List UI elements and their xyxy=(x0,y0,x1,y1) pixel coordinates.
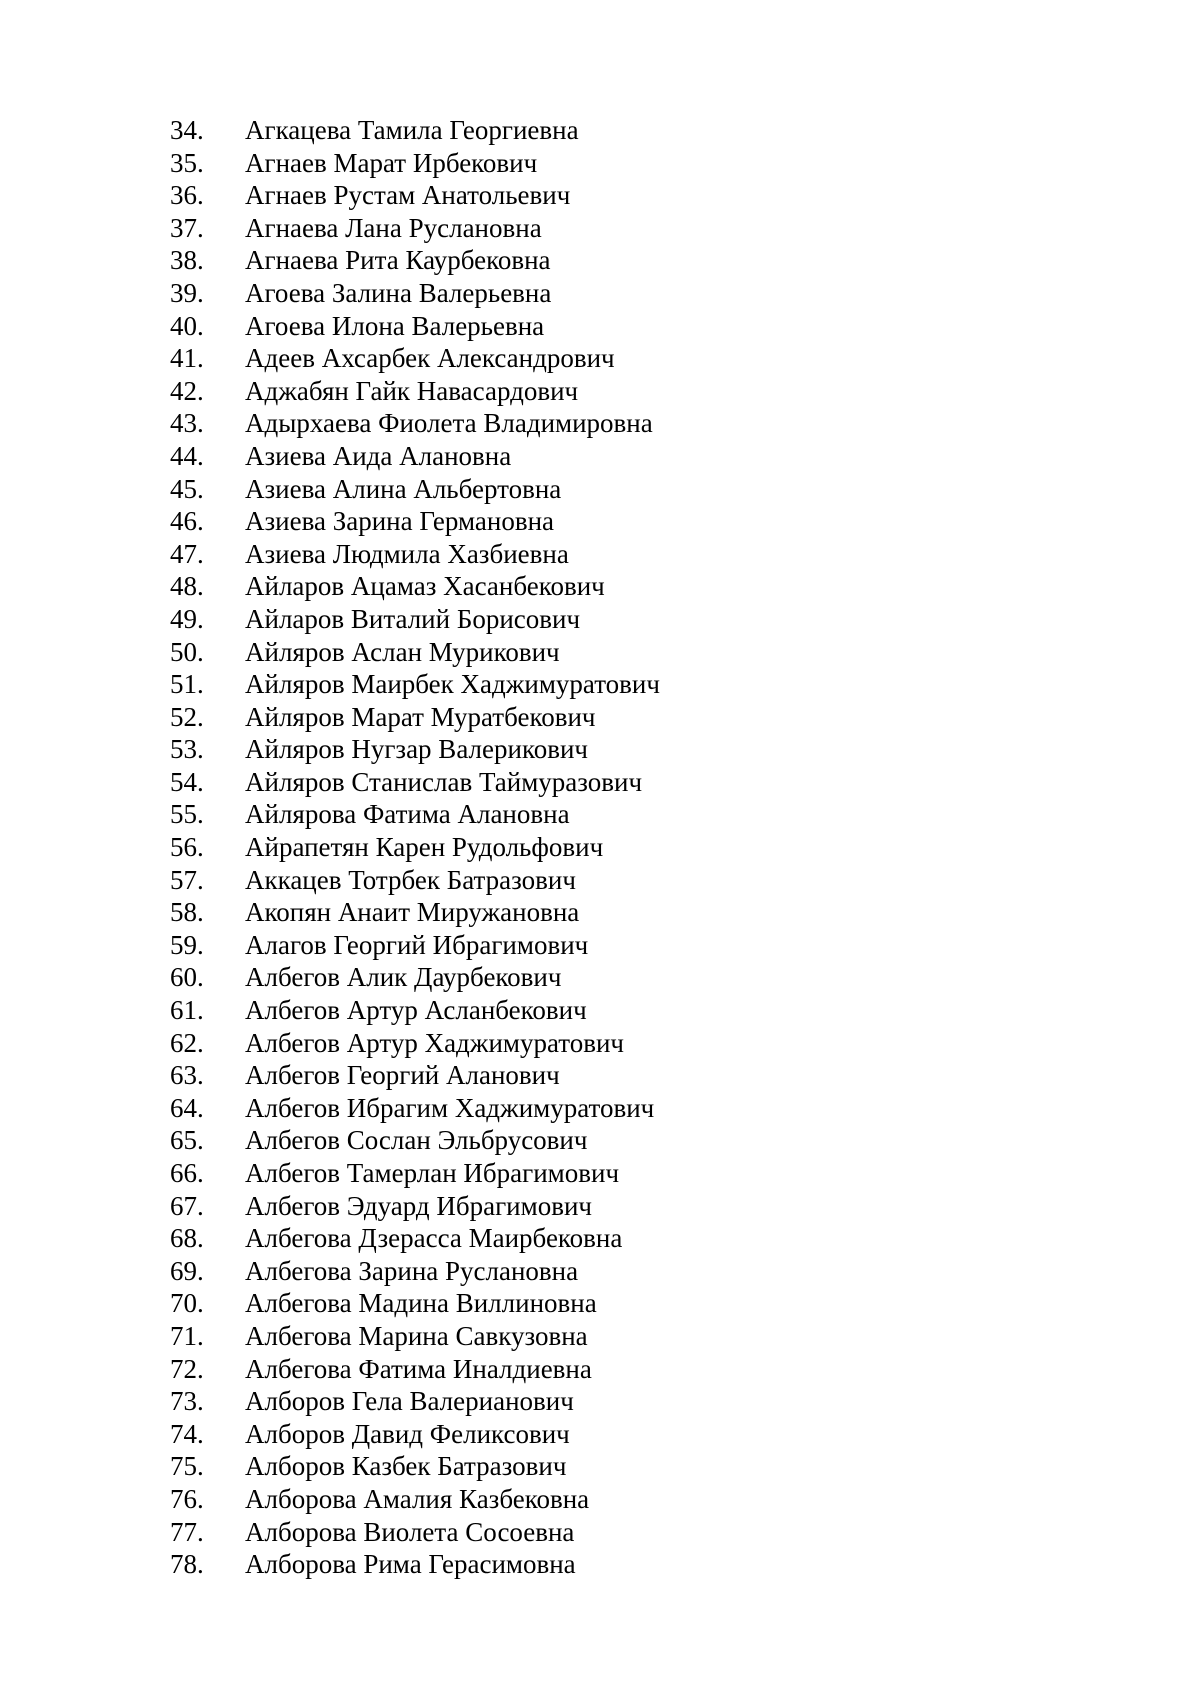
list-item xyxy=(170,505,660,538)
item-name: Адырхаева Фиолета Владимировна xyxy=(245,408,653,439)
list-item xyxy=(170,994,660,1027)
item-number: 47. xyxy=(170,538,204,569)
item-number: 67. xyxy=(170,1190,204,1221)
item-name: Айляров Марат Муратбекович xyxy=(245,701,596,732)
list-item xyxy=(170,668,660,701)
list-item xyxy=(170,1516,660,1549)
list-item xyxy=(170,701,660,734)
list-item xyxy=(170,1418,660,1451)
item-number: 38. xyxy=(170,245,204,276)
item-name: Агкацева Тамила Георгиевна xyxy=(245,115,579,145)
item-name: Алборова Амалия Казбековна xyxy=(245,1483,590,1514)
item-number: 37. xyxy=(170,212,204,243)
item-number: 59. xyxy=(170,929,204,960)
item-name: Айларов Виталий Борисович xyxy=(245,603,581,634)
item-name: Агнаев Марат Ирбекович xyxy=(245,147,538,178)
item-name: Албегова Дзерасса Маирбековна xyxy=(245,1223,623,1254)
item-number: 75. xyxy=(170,1451,204,1482)
list-item xyxy=(170,1450,660,1483)
list-item xyxy=(170,375,660,408)
item-number: 77. xyxy=(170,1516,204,1547)
item-number: 54. xyxy=(170,766,204,797)
item-name: Албегов Артур Асланбекович xyxy=(245,995,587,1026)
list-item xyxy=(170,1027,660,1060)
item-name: Албегов Алик Даурбекович xyxy=(245,962,562,993)
item-name: Азиева Аида Алановна xyxy=(245,440,512,471)
item-number: 34. xyxy=(170,115,204,145)
item-name: Аккацев Тотрбек Батразович xyxy=(245,864,576,895)
item-number: 48. xyxy=(170,571,204,602)
item-number: 62. xyxy=(170,1027,204,1058)
item-name: Алборов Казбек Батразович xyxy=(245,1451,567,1482)
list-item xyxy=(170,114,660,147)
item-name: Агнаева Лана Руслановна xyxy=(245,212,542,243)
list-item xyxy=(170,473,660,506)
item-number: 73. xyxy=(170,1386,204,1417)
item-number: 51. xyxy=(170,669,204,700)
list-item xyxy=(170,1255,660,1288)
item-name: Агнаев Рустам Анатольевич xyxy=(245,180,571,211)
list-item xyxy=(170,244,660,277)
list-item xyxy=(170,1353,660,1386)
list-item xyxy=(170,831,660,864)
item-name: Айляров Нугзар Валерикович xyxy=(245,734,588,765)
item-name: Агоева Залина Валерьевна xyxy=(245,277,552,308)
item-name: Аджабян Гайк Навасардович xyxy=(245,375,579,406)
item-number: 68. xyxy=(170,1223,204,1254)
list-item xyxy=(170,929,660,962)
item-number: 69. xyxy=(170,1255,204,1286)
item-name: Албегова Зарина Руслановна xyxy=(245,1255,579,1286)
item-number: 40. xyxy=(170,310,204,341)
item-number: 66. xyxy=(170,1158,204,1188)
list-item xyxy=(170,212,660,245)
item-number: 39. xyxy=(170,277,204,308)
list-item xyxy=(170,1222,660,1255)
item-name: Айлярова Фатима Алановна xyxy=(245,799,570,830)
list-item xyxy=(170,310,660,343)
item-name: Агнаева Рита Каурбековна xyxy=(245,245,551,276)
item-number: 36. xyxy=(170,180,204,211)
list-item xyxy=(170,570,660,603)
item-number: 71. xyxy=(170,1320,204,1351)
item-number: 49. xyxy=(170,603,204,634)
list-item xyxy=(170,798,660,831)
list-item xyxy=(170,1124,660,1157)
list-item xyxy=(170,1190,660,1223)
item-name: Албегов Сослан Эльбрусович xyxy=(245,1125,588,1156)
item-name: Айляров Станислав Таймуразович xyxy=(245,766,643,797)
list-item xyxy=(170,147,660,180)
item-name: Азиева Алина Альбертовна xyxy=(245,473,562,504)
item-name: Албегова Марина Савкузовна xyxy=(245,1320,588,1351)
list-item xyxy=(170,603,660,636)
item-name: Албегов Эдуард Ибрагимович xyxy=(245,1190,592,1221)
item-number: 63. xyxy=(170,1060,204,1091)
item-name: Агоева Илона Валерьевна xyxy=(245,310,545,341)
item-name: Алагов Георгий Ибрагимович xyxy=(245,929,589,960)
item-name: Айляров Маирбек Хаджимуратович xyxy=(245,669,660,700)
item-name: Адеев Ахсарбек Александрович xyxy=(245,343,615,374)
list-item xyxy=(170,1092,660,1125)
name-list xyxy=(170,114,660,1581)
item-name: Айларов Ацамаз Хасанбекович xyxy=(245,571,605,602)
item-number: 43. xyxy=(170,408,204,439)
list-item xyxy=(170,538,660,571)
list-item xyxy=(170,277,660,310)
list-item xyxy=(170,1157,660,1190)
item-number: 42. xyxy=(170,375,204,406)
list-item xyxy=(170,407,660,440)
item-number: 76. xyxy=(170,1483,204,1514)
item-name: Алборов Давид Феликсович xyxy=(245,1418,570,1449)
item-number: 74. xyxy=(170,1418,204,1449)
item-name: Айляров Аслан Мурикович xyxy=(245,636,560,667)
item-number: 57. xyxy=(170,864,204,895)
item-number: 60. xyxy=(170,962,204,993)
item-name: Албегова Мадина Виллиновна xyxy=(245,1288,597,1319)
item-name: Алборова Виолета Сосоевна xyxy=(245,1516,575,1547)
item-name: Алборов Гела Валерианович xyxy=(245,1386,574,1417)
item-number: 45. xyxy=(170,473,204,504)
item-number: 46. xyxy=(170,506,204,537)
item-number: 70. xyxy=(170,1288,204,1319)
item-number: 64. xyxy=(170,1092,204,1123)
list-item xyxy=(170,1548,660,1581)
list-item xyxy=(170,342,660,375)
item-name: Азиева Людмила Хазбиевна xyxy=(245,538,569,569)
item-number: 61. xyxy=(170,995,204,1026)
item-name: Айрапетян Карен Рудольфович xyxy=(245,832,604,863)
item-number: 78. xyxy=(170,1549,204,1580)
item-name: Албегов Георгий Аланович xyxy=(245,1060,560,1091)
item-number: 56. xyxy=(170,832,204,863)
list-item xyxy=(170,766,660,799)
item-number: 58. xyxy=(170,897,204,928)
list-item xyxy=(170,733,660,766)
list-item xyxy=(170,179,660,212)
list-item xyxy=(170,1483,660,1516)
list-item xyxy=(170,1287,660,1320)
item-number: 35. xyxy=(170,147,204,178)
item-number: 52. xyxy=(170,701,204,732)
item-name: Албегова Фатима Иналдиевна xyxy=(245,1353,592,1384)
item-number: 55. xyxy=(170,799,204,830)
item-name: Албегов Артур Хаджимуратович xyxy=(245,1027,624,1058)
item-number: 72. xyxy=(170,1353,204,1384)
item-name: Албегов Тамерлан Ибрагимович xyxy=(245,1158,620,1188)
list-item xyxy=(170,1059,660,1092)
list-item xyxy=(170,896,660,929)
item-name: Албегов Ибрагим Хаджимуратович xyxy=(245,1092,655,1123)
item-name: Азиева Зарина Германовна xyxy=(245,506,555,537)
item-number: 65. xyxy=(170,1125,204,1156)
list-item xyxy=(170,1385,660,1418)
list-item xyxy=(170,961,660,994)
list-item xyxy=(170,864,660,897)
item-number: 44. xyxy=(170,440,204,471)
item-number: 53. xyxy=(170,734,204,765)
item-name: Акопян Анаит Миружановна xyxy=(245,897,580,928)
item-name: Алборова Рима Герасимовна xyxy=(245,1549,576,1580)
item-number: 50. xyxy=(170,636,204,667)
list-item xyxy=(170,440,660,473)
list-item xyxy=(170,1320,660,1353)
list-item xyxy=(170,636,660,669)
item-number: 41. xyxy=(170,343,204,374)
